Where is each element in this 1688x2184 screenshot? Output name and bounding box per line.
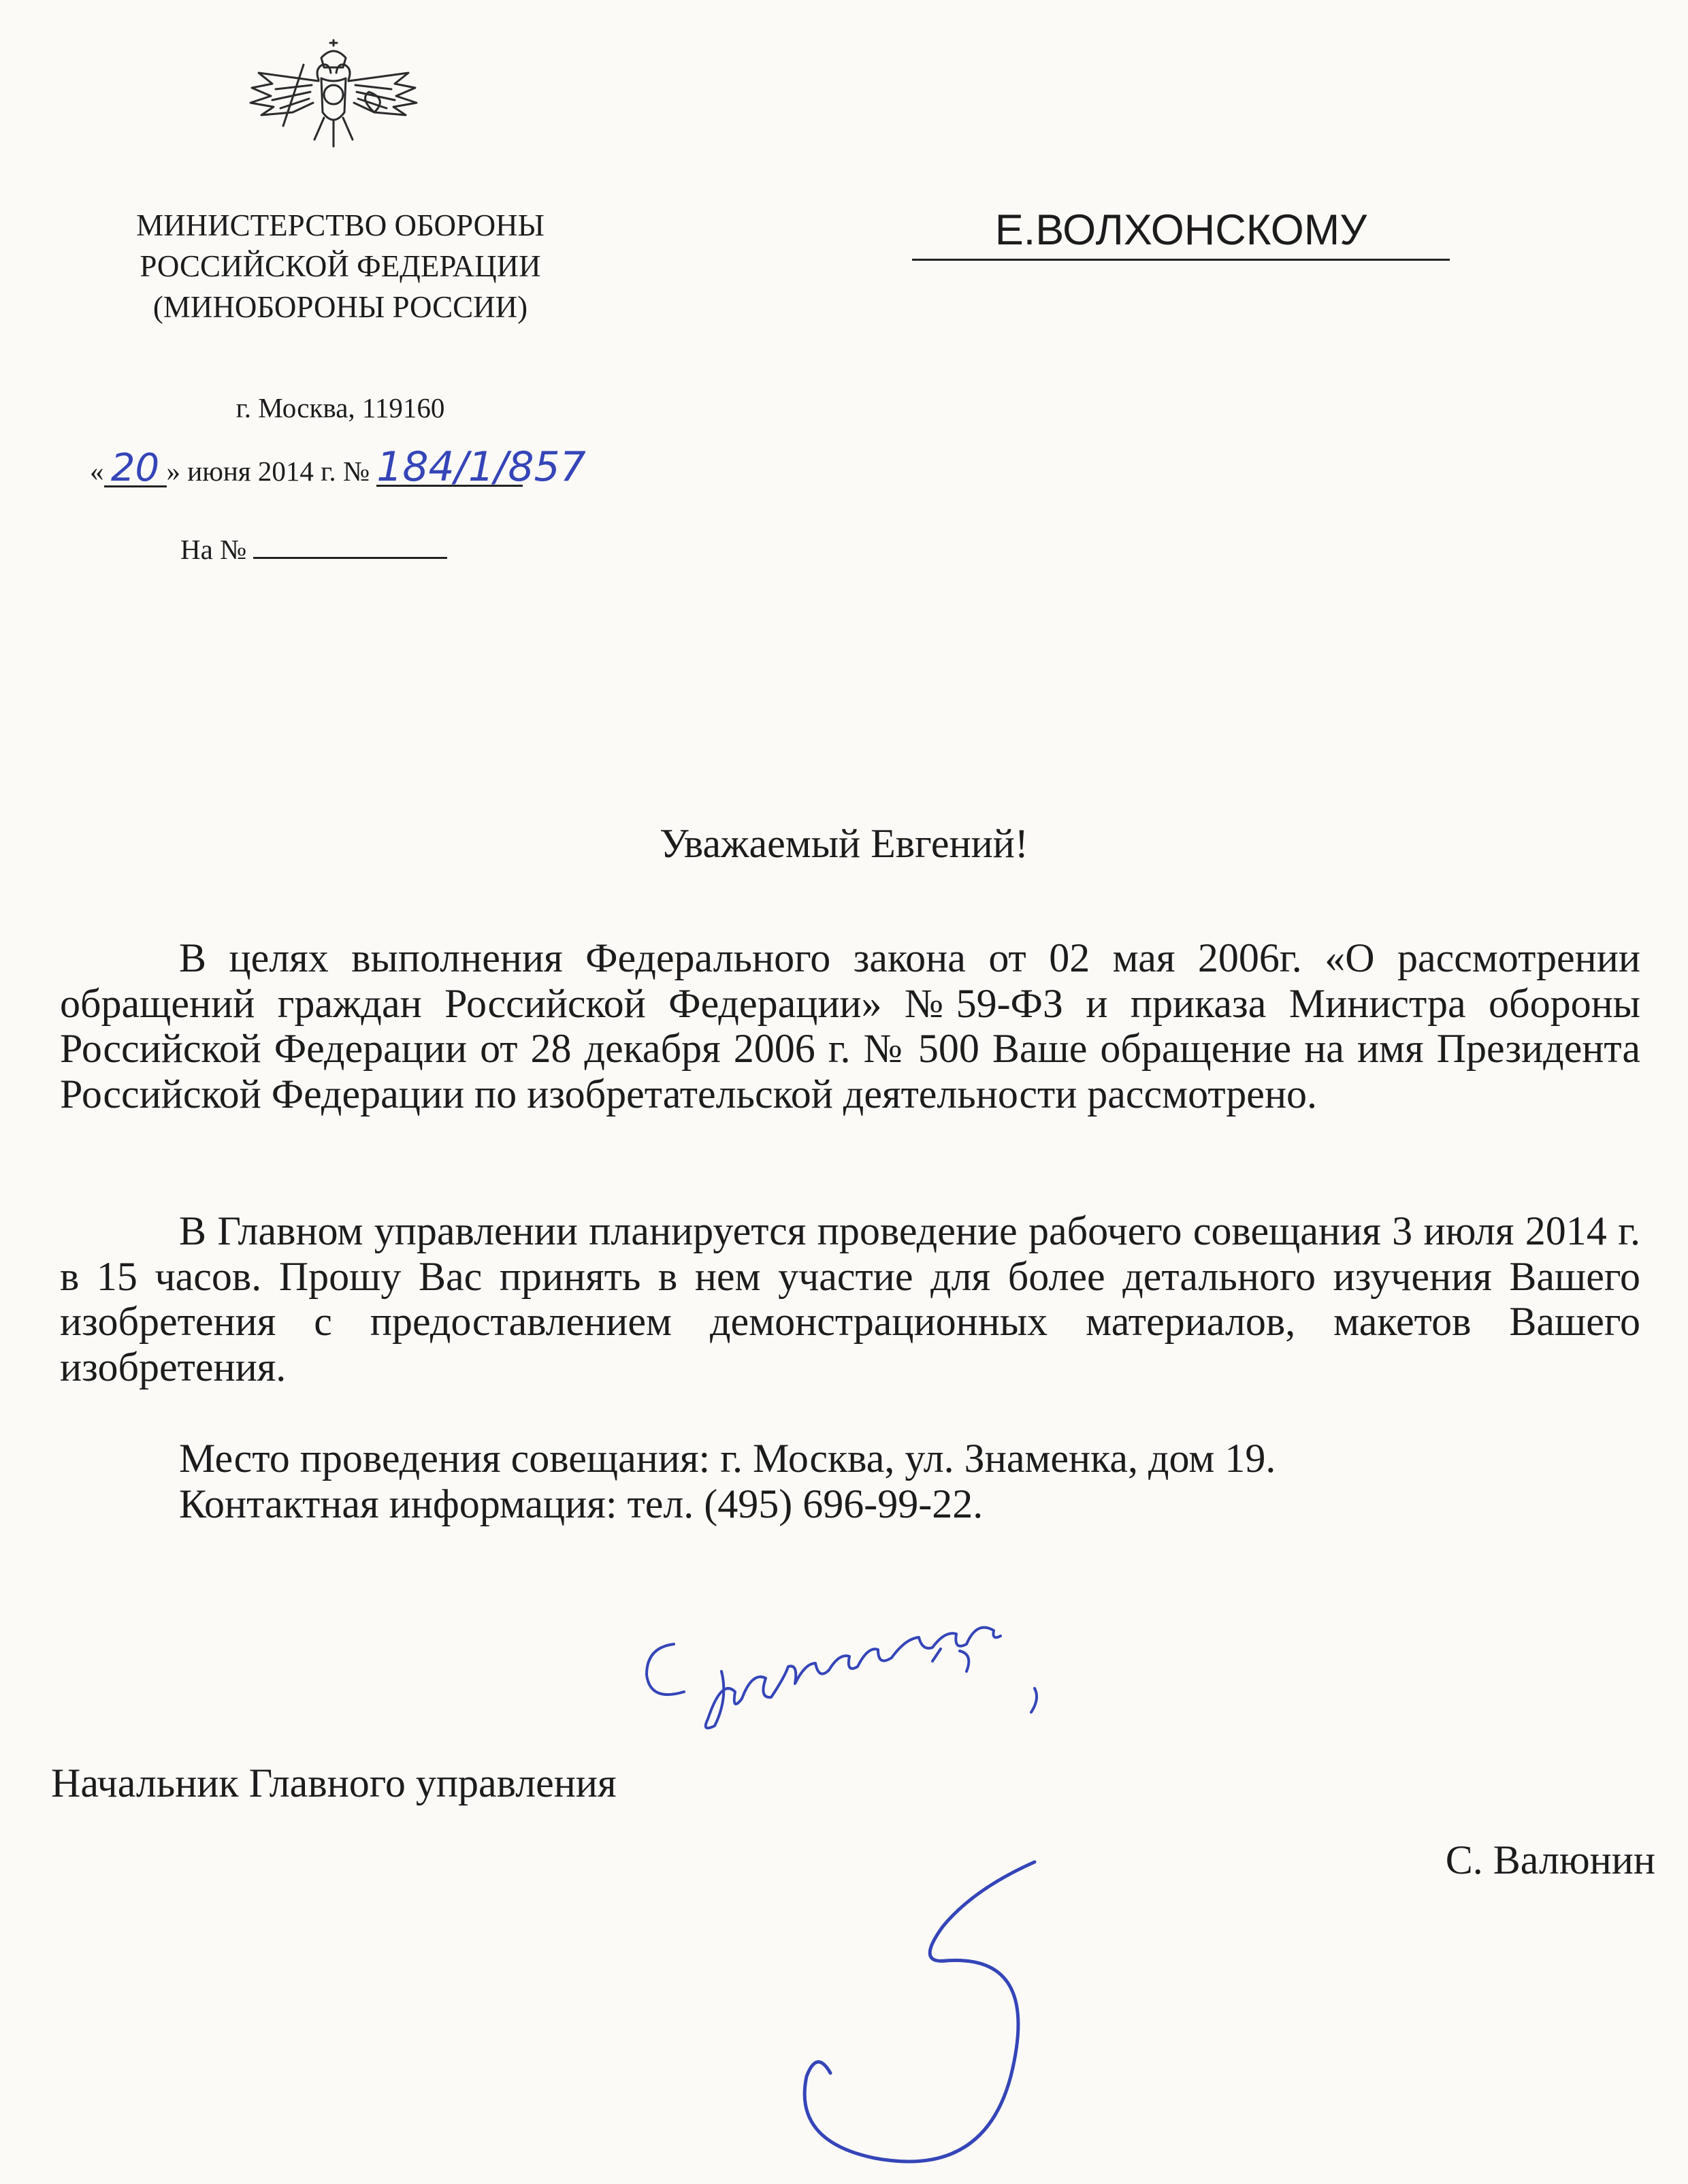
document-number-handwritten: 184/1/857	[376, 443, 586, 491]
paragraph-3: Место проведения совещания: г. Москва, ул. Знаменка, дом 19.	[179, 1436, 1276, 1481]
paragraph-4: Контактная информация: тел. (495) 696-99-22.	[179, 1481, 984, 1526]
paragraph-1: В целях выполнения Федерального закона от 02 мая 2006г. «О рассмотрении обращений граждан Российской Федерации» №59-ФЗ и приказа Министра обороны Российской Федерации от 28 декабря 2006 г. № 500 Ваше обращение на имя Президента Российской Федерации по изобретательской деятельности рассмотрено.	[60, 935, 1640, 1117]
ministry-emblem	[238, 37, 429, 167]
reference-line	[180, 532, 447, 566]
date-number-line	[90, 443, 586, 491]
date-month-year: » июня 2014 г. №	[166, 455, 377, 487]
addressee: Е.ВОЛХОНСКОМУ	[912, 203, 1450, 261]
date-open-quote: «	[90, 455, 104, 487]
reference-label: На №	[180, 534, 254, 565]
org-name-line-3: (МИНОБОРОНЫ РОССИИ)	[152, 290, 528, 324]
handwritten-signature	[674, 1842, 1062, 2168]
handwritten-greeting	[633, 1624, 1130, 1746]
paragraph-2: В Главном управлении планируется проведение рабочего совещания 3 июля 2014 г. в 15 часов. Прошу Вас принять в нем участие для более детального изучения Вашего изобретения с предоставлением демонстрационных материалов, макетов Вашего изобретения.	[60, 1208, 1640, 1390]
signer-name: С. Валюнин	[1445, 1837, 1655, 1882]
reference-blank	[253, 532, 447, 559]
city-postcode: г. Москва, 119160	[236, 392, 445, 423]
signer-title: Начальник Главного управления	[51, 1761, 617, 1805]
org-name-line-1: МИНИСТЕРСТВО ОБОРОНЫ	[136, 208, 545, 242]
date-day-handwritten: 20	[104, 451, 167, 487]
salutation: Уважаемый Евгений!	[660, 821, 1028, 866]
handwritten-greeting-drawing	[633, 1624, 1130, 1746]
org-name-line-2: РОССИЙСКОЙ ФЕДЕРАЦИИ	[140, 249, 541, 283]
